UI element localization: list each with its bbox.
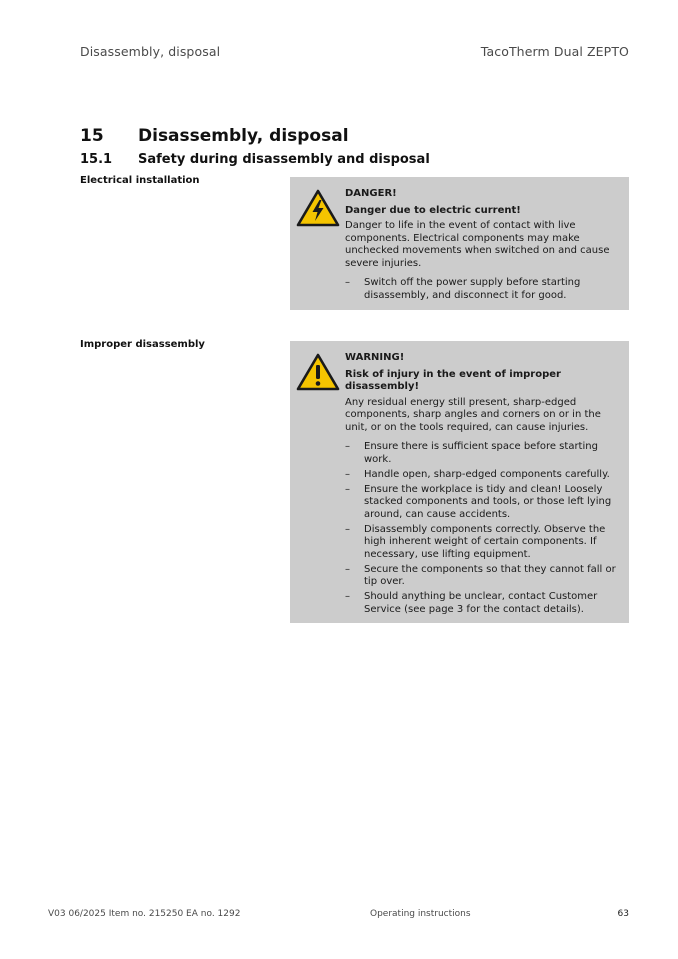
footer-version-info: V03 06/2025 Item no. 215250 EA no. 1292 — [48, 909, 241, 919]
chapter-title: Disassembly, disposal — [138, 126, 349, 146]
chapter-heading — [80, 126, 349, 146]
running-header-section: Disassembly, disposal — [80, 44, 221, 59]
side-label-electrical-installation: Electrical installation — [80, 175, 200, 186]
measure-item: – Secure the components so that they cannot fall or tip over. — [345, 563, 616, 587]
section-title: Safety during disassembly and disposal — [138, 152, 430, 167]
section-heading — [80, 152, 430, 167]
warning-exclamation-icon — [296, 353, 340, 391]
hazard-description: Danger to life in the event of contact with live components. Electrical components may make unchecked movements when switched on and cause severe injuries. — [345, 220, 610, 269]
measure-item: – Ensure the workplace is tidy and clean! Loosely stacked components and tools, or those left lying around, can cause accidents. — [345, 483, 612, 520]
danger-notice-box — [290, 177, 629, 310]
signal-word-danger: DANGER! — [345, 188, 397, 199]
running-header-product: TacoTherm Dual ZEPTO — [480, 44, 629, 59]
section-number: 15.1 — [80, 152, 113, 167]
side-label-improper-disassembly: Improper disassembly — [80, 339, 205, 350]
page-number: 63 — [617, 909, 629, 919]
measure-item: – Switch off the power supply before starting disassembly, and disconnect it for good. — [345, 277, 581, 301]
hazard-title: Danger due to electric current! — [345, 204, 521, 216]
footer-document-type: Operating instructions — [370, 909, 471, 919]
measures-list — [345, 441, 617, 616]
measure-item: – Should anything be unclear, contact Customer Service (see page 3 for the contact details). — [345, 591, 598, 615]
hazard-title: Risk of injury in the event of improper disassembly! — [345, 368, 561, 392]
signal-word-warning: WARNING! — [345, 352, 405, 363]
warning-notice-box — [290, 341, 629, 623]
hazard-description: Any residual energy still present, sharp-edged components, sharp angles and corners on or in the unit, or on the tools required, can cause injuries. — [345, 396, 601, 433]
measure-item: – Handle open, sharp-edged components carefully. — [345, 468, 610, 480]
measure-item: – Ensure there is sufficient space before starting work. — [345, 441, 598, 465]
chapter-number: 15 — [80, 126, 104, 146]
measures-list — [345, 277, 617, 302]
measure-item: – Disassembly components correctly. Observe the high inherent weight of certain components. If necessary, use lifting equipment. — [345, 523, 606, 560]
electric-hazard-icon — [296, 189, 340, 227]
